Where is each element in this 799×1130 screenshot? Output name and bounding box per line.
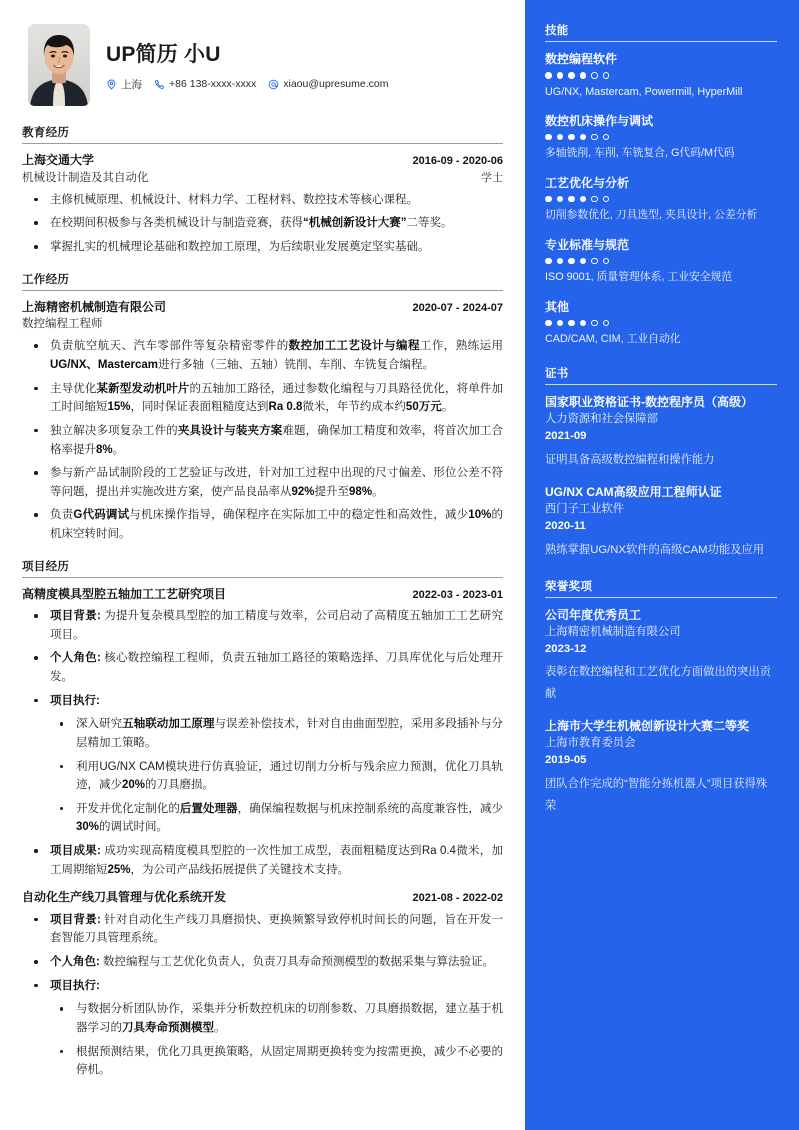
avatar bbox=[28, 24, 90, 106]
list-item: 项目执行: 与数据分析团队协作，采集并分析数控机床的切削参数、刀具磨损数据，建立基于机器学习的刀具寿命预测模型。 根据预测结果，优化刀具更换策略，从固定周期更换转变为按需更换，减少不必要的停机。 bbox=[22, 977, 503, 1080]
project-bullets bbox=[22, 911, 503, 1080]
list-item: 主导优化某新型发动机叶片的五轴加工路径，通过参数化编程与刀具路径优化，将单件加工时间缩短15%，同时保证表面粗糙度达到Ra 0.8微米，年节约成本约50万元。 bbox=[22, 380, 503, 417]
rating-dot-filled bbox=[568, 258, 575, 265]
list-item: 参与新产品试制阶段的工艺验证与改进，针对加工过程中出现的尺寸偏差、形位公差不符等问题，提出并实施改进方案，使产品良品率从92%提升至98%。 bbox=[22, 464, 503, 501]
list-item: 开发并优化定制化的后置处理器，确保编程数据与机床控制系统的高度兼容性，减少30%的调试时间。 bbox=[50, 800, 503, 837]
section-title-education: 教育经历 bbox=[22, 124, 503, 144]
education-date: 2016-09 - 2020-06 bbox=[412, 155, 503, 167]
skill-name: 工艺优化与分析 bbox=[545, 175, 630, 190]
page-title: UP简历 小U bbox=[106, 43, 221, 67]
rating-dot-empty bbox=[603, 134, 610, 141]
award-org: 上海市教育委员会 bbox=[545, 737, 636, 750]
rating-dot-empty bbox=[603, 258, 610, 265]
rating-dot-filled bbox=[568, 320, 575, 327]
certificate-date: 2021-09 bbox=[545, 429, 587, 442]
award-date: 2019-05 bbox=[545, 754, 587, 767]
work-bullets bbox=[22, 337, 503, 543]
skill-rating bbox=[545, 196, 777, 203]
email-at-icon bbox=[268, 79, 279, 90]
certificate-item bbox=[545, 483, 777, 561]
list-item: 项目执行: 深入研究五轴联动加工原理与误差补偿技术，针对自由曲面型腔，采用多段插补与分层精加工策略。 利用UG/NX CAM模块进行仿真验证，通过切削力分析与残余应力预测，优化刀具轨迹，减少20%的刀具磨损。 开发并优化定制化的后置处理器，确保编程数据与机床控制系统的高度兼容性，减少30%的调试时间。 bbox=[22, 692, 503, 837]
project-entry bbox=[22, 888, 503, 1080]
list-item: 在校期间积极参与各类机械设计与制造竞赛，获得“机械创新设计大赛”二等奖。 bbox=[22, 214, 503, 233]
list-item: 项目背景: 针对自动化生产线刀具磨损快、更换频繁导致停机时间长的问题，旨在开发一套智能刀具管理系统。 bbox=[22, 911, 503, 948]
section-education bbox=[22, 124, 503, 257]
skill-rating bbox=[545, 258, 777, 265]
award-item bbox=[545, 606, 777, 706]
rating-dot-filled bbox=[545, 320, 552, 327]
skill-item bbox=[545, 174, 777, 225]
certificate-date: 2020-11 bbox=[545, 520, 586, 533]
section-awards bbox=[545, 578, 777, 818]
list-item: 个人角色: 数控编程与工艺优化负责人，负责刀具寿命预测模型的数据采集与算法验证。 bbox=[22, 953, 503, 972]
skill-name: 数控机床操作与调试 bbox=[545, 113, 654, 128]
skill-item bbox=[545, 112, 777, 163]
project-sub-bullets bbox=[50, 715, 503, 837]
skill-item bbox=[545, 236, 777, 287]
education-entry bbox=[22, 151, 503, 257]
skill-name: 专业标准与规范 bbox=[545, 237, 630, 252]
project-date: 2021-08 - 2022-02 bbox=[412, 892, 503, 905]
project-date: 2022-03 - 2023-01 bbox=[412, 588, 503, 601]
work-role: 数控编程工程师 bbox=[22, 318, 103, 331]
list-item: 独立解决多项复杂工件的夹具设计与装夹方案难题，确保加工精度和效率，将首次加工合格率提升8%。 bbox=[22, 422, 503, 459]
rating-dot-empty bbox=[591, 134, 598, 141]
contact-list bbox=[106, 77, 396, 92]
rating-dot-filled bbox=[557, 72, 564, 79]
list-item: 主修机械原理、机械设计、材料力学、工程材料、数控技术等核心课程。 bbox=[22, 191, 503, 210]
skill-detail: CAD/CAM, CIM, 工业自动化 bbox=[545, 333, 681, 346]
rating-dot-filled bbox=[545, 258, 552, 265]
contact-location bbox=[106, 77, 142, 92]
project-sub-bullets bbox=[50, 1000, 503, 1080]
rating-dot-empty bbox=[603, 320, 610, 327]
rating-dot-filled bbox=[580, 258, 587, 265]
rating-dot-filled bbox=[557, 134, 564, 141]
section-certificates bbox=[545, 365, 777, 562]
rating-dot-filled bbox=[545, 72, 552, 79]
work-date: 2020-07 - 2024-07 bbox=[412, 301, 503, 314]
rating-dot-empty bbox=[591, 320, 598, 327]
education-degree: 学士 bbox=[481, 171, 503, 184]
section-projects bbox=[22, 558, 503, 1080]
award-desc: 团队合作完成的“智能分拣机器人”项目获得殊荣 bbox=[545, 778, 768, 812]
rating-dot-filled bbox=[568, 134, 575, 141]
skill-detail: ISO 9001, 质量管理体系, 工业安全规范 bbox=[545, 271, 733, 284]
certificate-desc: 熟练掌握UG/NX软件的高级CAM功能及应用 bbox=[545, 544, 765, 557]
sidebar bbox=[525, 0, 799, 1130]
project-entry bbox=[22, 585, 503, 880]
skill-rating bbox=[545, 134, 777, 141]
education-major: 机械设计制造及其自动化 bbox=[22, 171, 149, 184]
rating-dot-filled bbox=[580, 320, 587, 327]
list-item: 项目背景: 为提升复杂模具型腔的加工精度与效率，公司启动了高精度五轴加工工艺研究项目。 bbox=[22, 607, 503, 644]
section-title-work: 工作经历 bbox=[22, 271, 503, 291]
skill-rating bbox=[545, 72, 777, 79]
work-company: 上海精密机械制造有限公司 bbox=[22, 299, 167, 314]
section-title-certificates: 证书 bbox=[545, 365, 777, 385]
education-bullets bbox=[22, 191, 503, 257]
rating-dot-filled bbox=[580, 134, 587, 141]
list-item: 深入研究五轴联动加工原理与误差补偿技术，针对自由曲面型腔，采用多段插补与分层精加工策略。 bbox=[50, 715, 503, 752]
certificate-item bbox=[545, 393, 777, 471]
project-name: 自动化生产线刀具管理与优化系统开发 bbox=[22, 890, 227, 905]
list-item: 与数据分析团队协作，采集并分析数控机床的切削参数、刀具磨损数据，建立基于机器学习的刀具寿命预测模型。 bbox=[50, 1000, 503, 1037]
skill-detail: 多轴铣削, 车削, 车铣复合, G代码/M代码 bbox=[545, 147, 735, 160]
rating-dot-empty bbox=[591, 258, 598, 265]
skill-item bbox=[545, 50, 777, 101]
work-entry bbox=[22, 298, 503, 544]
rating-dot-filled bbox=[580, 196, 587, 203]
list-item: 利用UG/NX CAM模块进行仿真验证，通过切削力分析与残余应力预测，优化刀具轨迹，减少20%的刀具磨损。 bbox=[50, 758, 503, 795]
contact-email bbox=[268, 78, 388, 90]
rating-dot-filled bbox=[568, 196, 575, 203]
award-name: 公司年度优秀员工 bbox=[545, 607, 642, 622]
phone-icon bbox=[154, 79, 165, 90]
rating-dot-filled bbox=[557, 320, 564, 327]
project-bullets bbox=[22, 607, 503, 879]
contact-email-text: xiaou@upresume.com bbox=[283, 78, 389, 91]
list-item: 根据预测结果，优化刀具更换策略，从固定周期更换转变为按需更换，减少不必要的停机。 bbox=[50, 1043, 503, 1080]
rating-dot-filled bbox=[545, 196, 552, 203]
award-desc: 表彰在数控编程和工艺优化方面做出的突出贡献 bbox=[545, 666, 771, 700]
section-title-skills: 技能 bbox=[545, 22, 777, 42]
rating-dot-filled bbox=[568, 72, 575, 79]
award-item bbox=[545, 717, 777, 817]
section-work bbox=[22, 271, 503, 544]
resume-header bbox=[22, 24, 503, 106]
certificate-org: 西门子工业软件 bbox=[545, 503, 625, 516]
list-item: 负责G代码调试与机床操作指导，确保程序在实际加工中的稳定性和高效性，减少10%的机床空转时间。 bbox=[22, 506, 503, 543]
list-item: 负责航空航天、汽车零部件等复杂精密零件的数控加工工艺设计与编程工作，熟练运用UG/NX、Mastercam进行多轴（三轴、五轴）铣削、车削、车铣复合编程。 bbox=[22, 337, 503, 374]
contact-location-text: 上海 bbox=[121, 78, 142, 91]
rating-dot-filled bbox=[557, 196, 564, 203]
rating-dot-empty bbox=[603, 72, 610, 79]
rating-dot-empty bbox=[603, 196, 610, 203]
contact-phone-text: +86 138-xxxx-xxxx bbox=[169, 78, 257, 91]
section-title-projects: 项目经历 bbox=[22, 558, 503, 578]
certificate-desc: 证明具备高级数控编程和操作能力 bbox=[545, 453, 715, 466]
rating-dot-filled bbox=[545, 134, 552, 141]
name-block bbox=[106, 38, 396, 91]
skill-rating bbox=[545, 320, 777, 327]
contact-phone bbox=[154, 78, 256, 90]
certificate-name: 国家职业资格证书-数控程序员（高级） bbox=[545, 394, 753, 409]
list-item: 个人角色: 核心数控编程工程师，负责五轴加工路径的策略选择、刀具库优化与后处理开发。 bbox=[22, 649, 503, 686]
list-item: 项目成果: 成功实现高精度模具型腔的一次性加工成型，表面粗糙度达到Ra 0.4微米，加工周期缩短25%，为公司产品线拓展提供了关键技术支持。 bbox=[22, 842, 503, 879]
location-pin-icon bbox=[106, 79, 117, 90]
list-item: 掌握扎实的机械理论基础和数控加工原理，为后续职业发展奠定坚实基础。 bbox=[22, 238, 503, 257]
section-skills bbox=[545, 22, 777, 349]
education-school: 上海交通大学 bbox=[22, 153, 95, 167]
skill-detail: UG/NX, Mastercam, Powermill, HyperMill bbox=[545, 85, 743, 98]
rating-dot-empty bbox=[591, 196, 598, 203]
rating-dot-filled bbox=[580, 72, 587, 79]
skill-detail: 切削参数优化, 刀具选型, 夹具设计, 公差分析 bbox=[545, 209, 758, 222]
rating-dot-empty bbox=[591, 72, 598, 79]
award-date: 2023-12 bbox=[545, 642, 587, 655]
award-org: 上海精密机械制造有限公司 bbox=[545, 625, 681, 638]
skill-name: 其他 bbox=[545, 299, 570, 314]
award-name: 上海市大学生机械创新设计大赛二等奖 bbox=[545, 719, 750, 734]
skill-item bbox=[545, 298, 777, 349]
section-title-awards: 荣誉奖项 bbox=[545, 578, 777, 598]
certificate-name: UG/NX CAM高级应用工程师认证 bbox=[545, 485, 722, 500]
rating-dot-filled bbox=[557, 258, 564, 265]
skill-name: 数控编程软件 bbox=[545, 52, 618, 66]
project-name: 高精度模具型腔五轴加工工艺研究项目 bbox=[22, 586, 227, 601]
certificate-org: 人力资源和社会保障部 bbox=[545, 412, 658, 425]
